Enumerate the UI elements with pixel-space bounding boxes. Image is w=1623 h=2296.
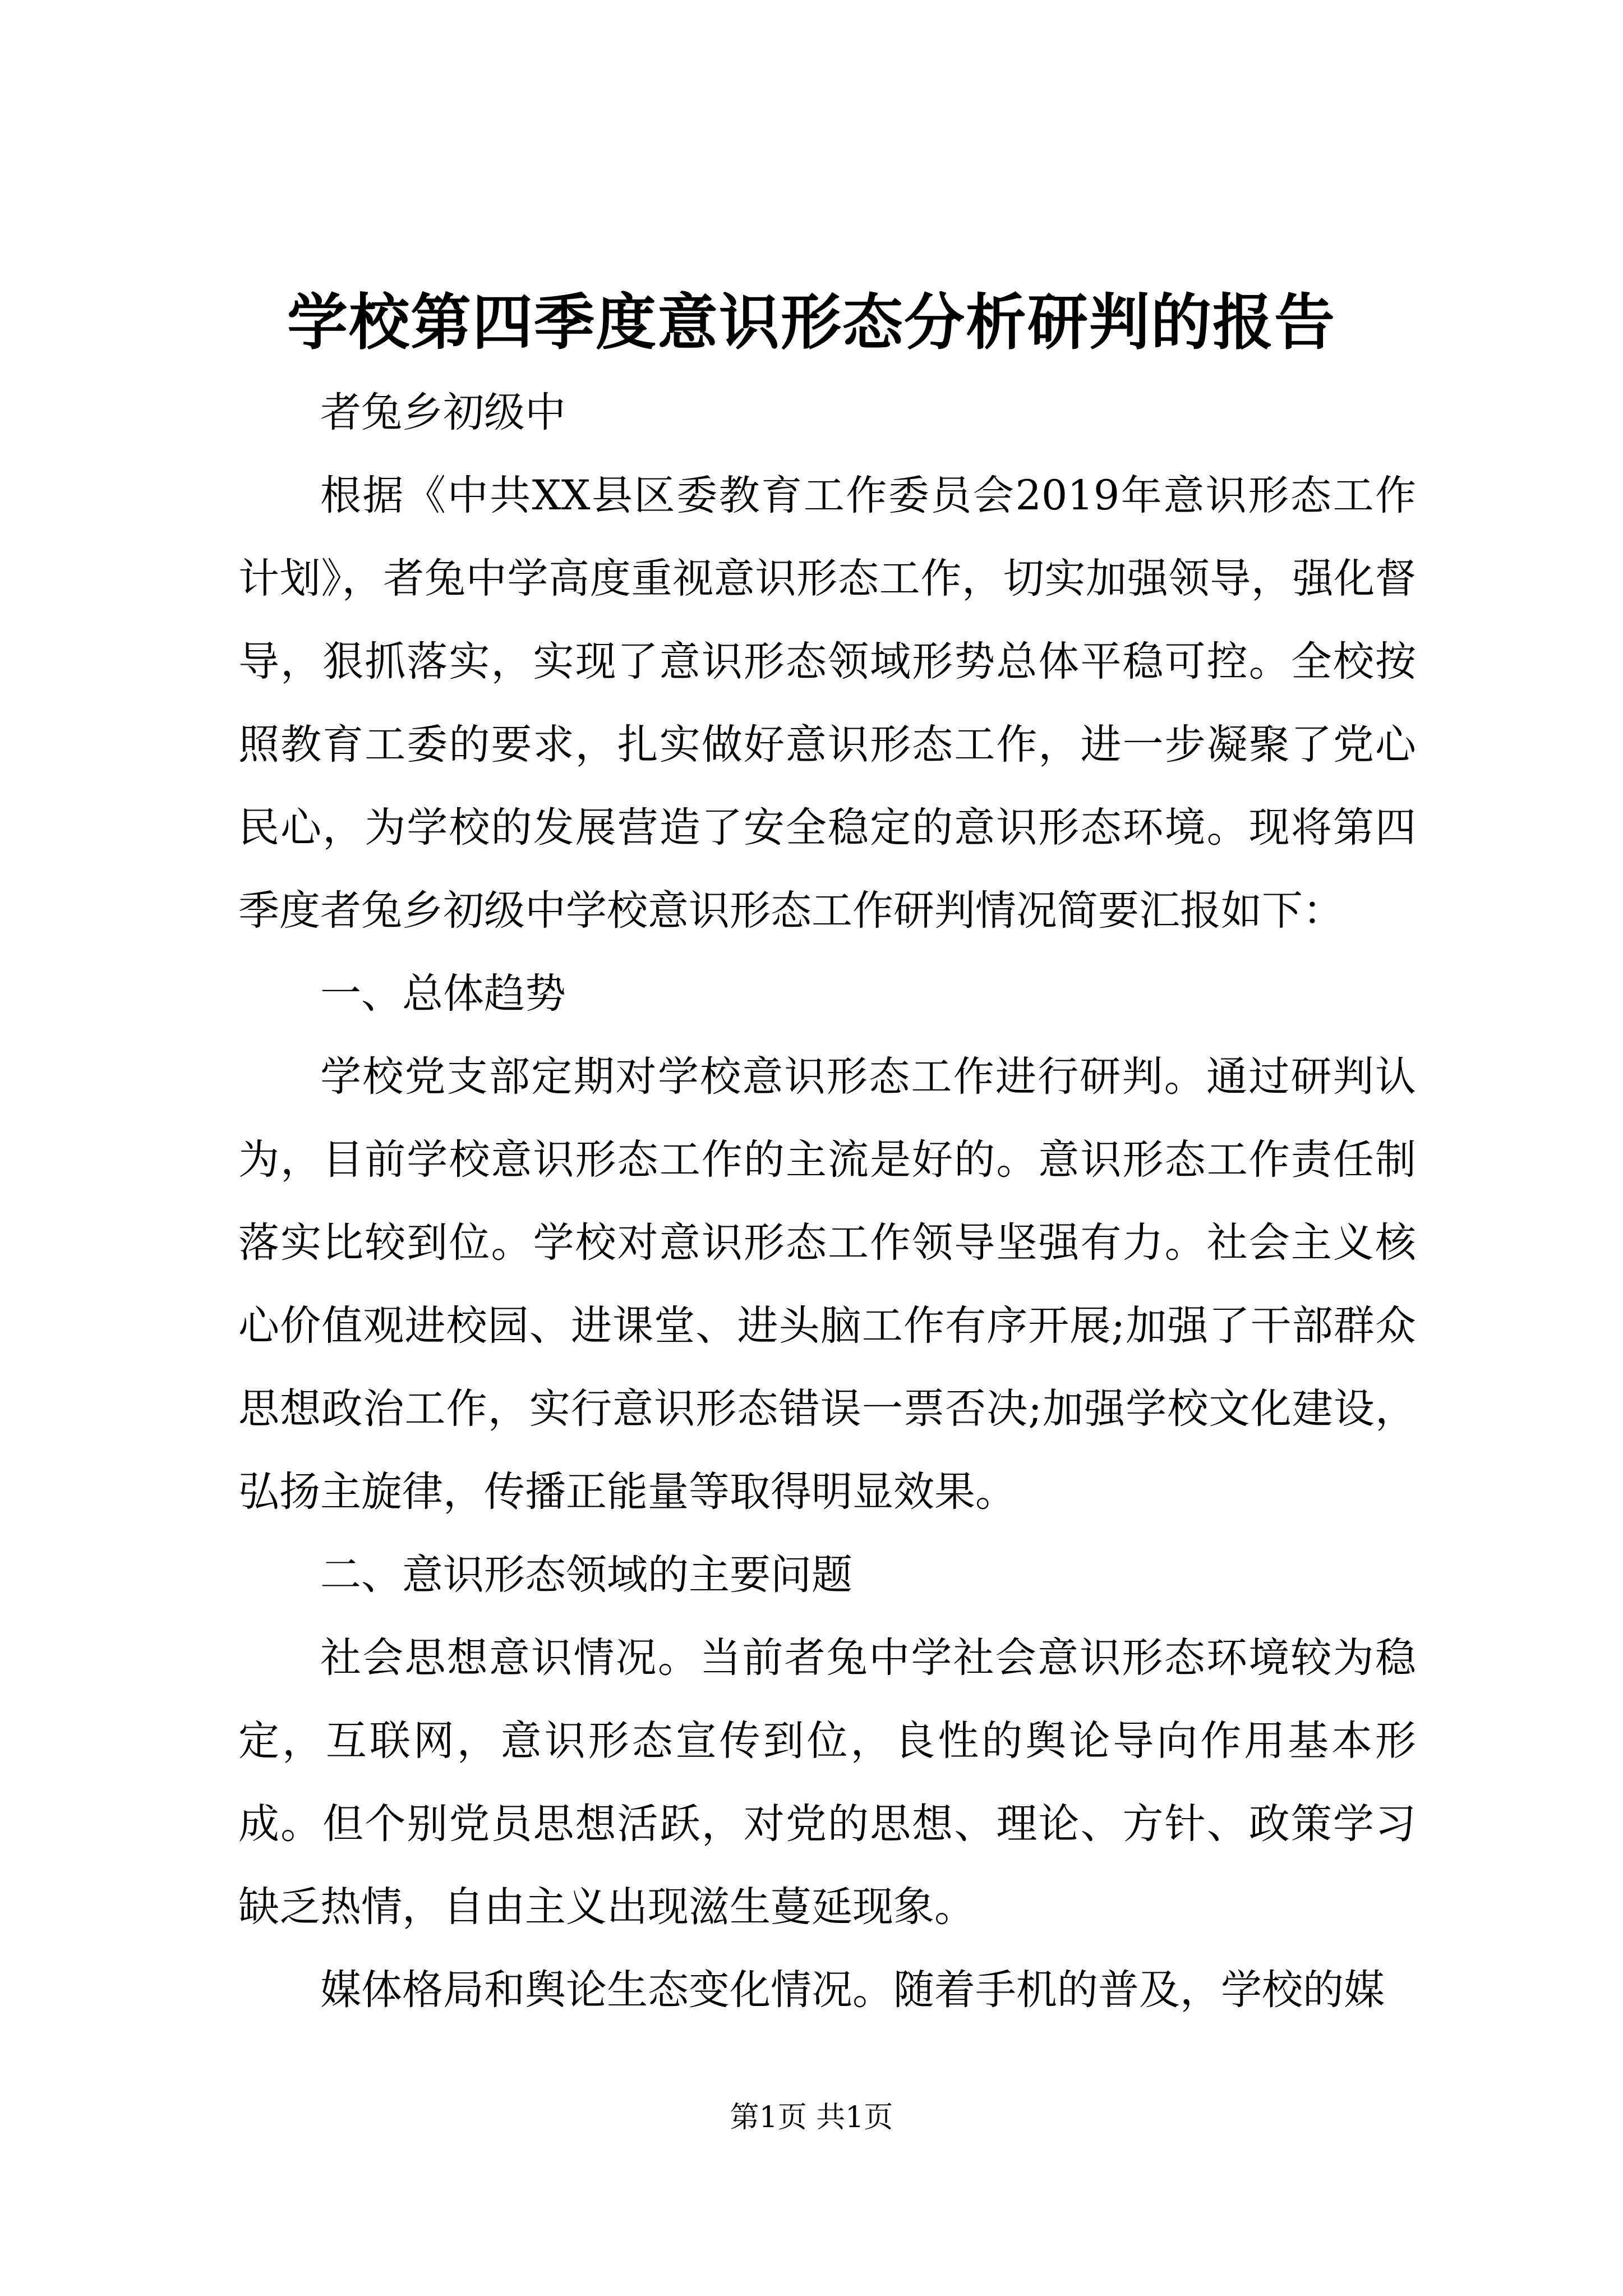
paragraph-overall-trend: 学校党支部定期对学校意识形态工作进行研判。通过研判认为，目前学校意识形态工作的主流是好的。意识形态工作责任制落实比较到位。学校对意识形态工作领导坚强有力。社会主义核心价值观进校园、进课堂、进头脑工作有序开展;加强了干部群众思想政治工作，实行意识形态错误一票否决;加强学校文化建设，弘扬主旋律，传播正能量等取得明显效果。: [238, 1053, 1416, 1516]
section-heading-main-problems: 二、意识形态领域的主要问题: [320, 1551, 852, 1599]
paragraph-social-ideology: 社会思想意识情况。当前者兔中学社会意识形态环境较为稳定，互联网，意识形态宣传到位，良性的舆论导向作用基本形成。但个别党员思想活跃，对党的思想、理论、方针、政策学习缺乏热情，自由主义出现滋生蔓延现象。: [238, 1634, 1416, 1931]
page-footer: 第1页 共1页: [730, 2101, 893, 2134]
paragraph-media-landscape: 媒体格局和舆论生态变化情况。随着手机的普及，学校的媒: [320, 1966, 1385, 2014]
section-heading-overall-trend: 一、总体趋势: [320, 970, 566, 1018]
document-body: [238, 371, 1416, 2032]
author-line: 者兔乡初级中: [320, 389, 566, 436]
paragraph-intro: 根据《中共XX县区委教育工作委员会2019年意识形态工作计划》，者兔中学高度重视意识形态工作，切实加强领导，强化督导，狠抓落实，实现了意识形态领域形势总体平稳可控。全校按照教育工委的要求，扎实做好意识形态工作，进一步凝聚了党心民心，为学校的发展营造了安全稳定的意识形态环境。现将第四季度者兔乡初级中学校意识形态工作研判情况简要汇报如下：: [238, 472, 1416, 935]
document-title: 学校第四季度意识形态分析研判的报告: [287, 287, 1336, 358]
